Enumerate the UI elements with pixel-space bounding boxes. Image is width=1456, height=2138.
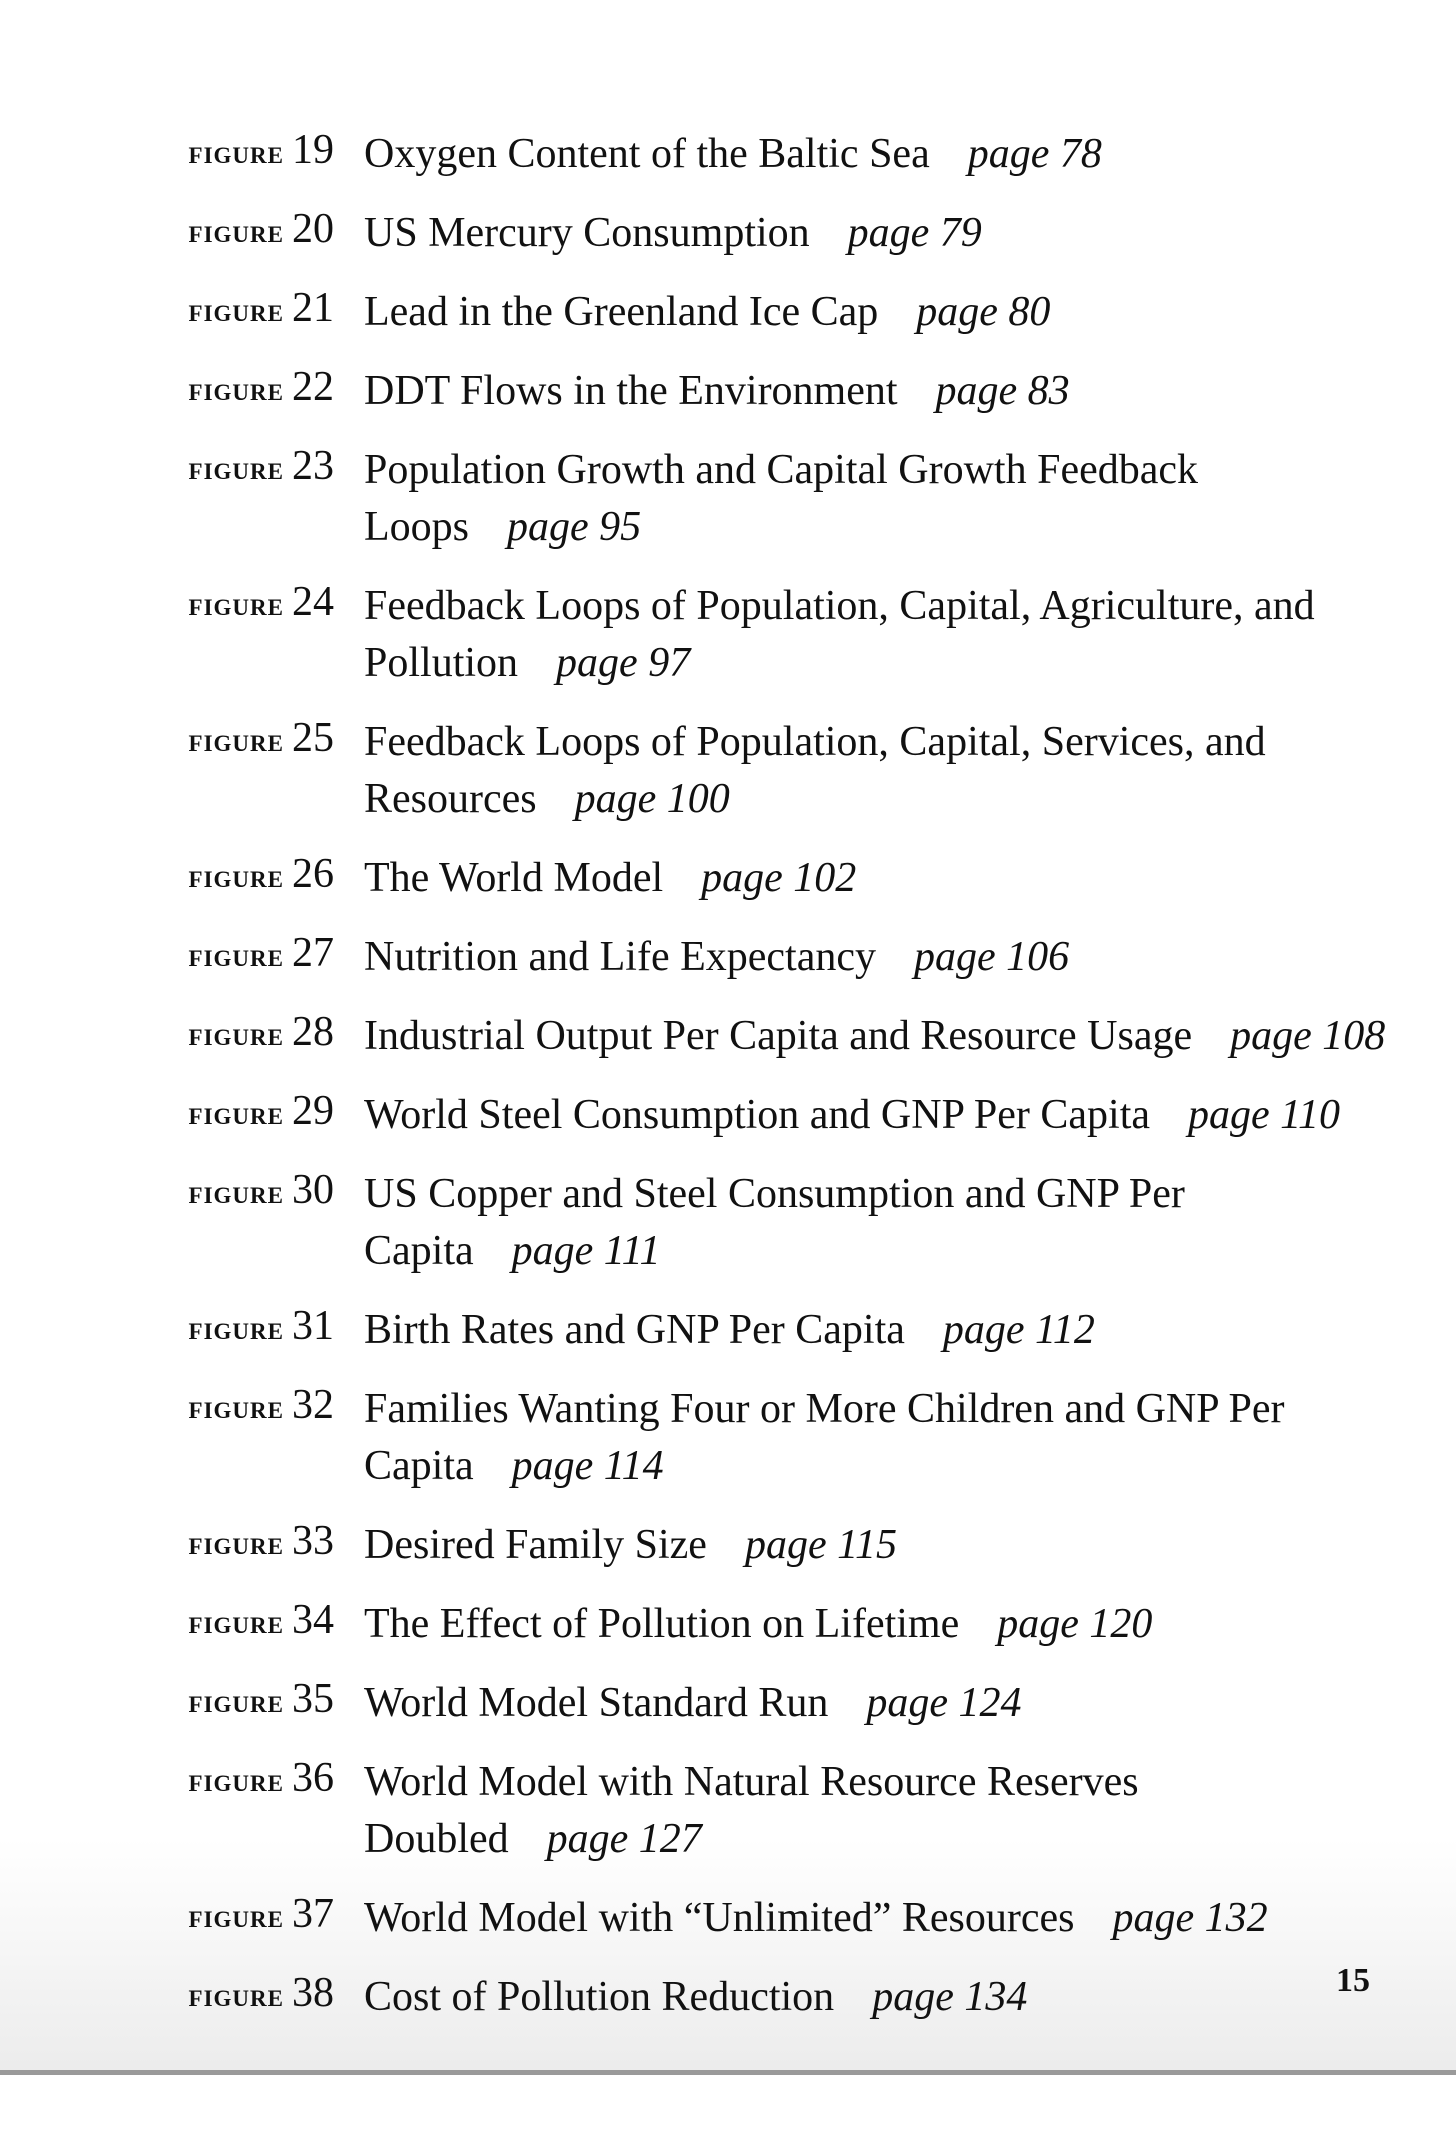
figure-label <box>0 1087 364 1135</box>
figure-word: figure <box>188 723 284 759</box>
figure-entry-33 <box>0 1517 1456 1574</box>
figure-entry-21 <box>0 284 1456 341</box>
figure-entry-34 <box>0 1596 1456 1653</box>
figure-label <box>0 1969 364 2017</box>
figure-label <box>0 1166 364 1214</box>
figure-title: The Effect of Pollution on Lifetime <box>364 1601 960 1647</box>
figure-title: Population Growth and Capital Growth Feedback Loops <box>364 447 1199 550</box>
figure-word: figure <box>188 1311 284 1347</box>
figure-page-reference: page 97 <box>556 640 691 686</box>
figure-number: 33 <box>292 1518 334 1564</box>
figure-label <box>0 1890 364 1938</box>
figure-number: 20 <box>292 206 334 252</box>
figure-word: figure <box>188 587 284 623</box>
figure-number: 24 <box>292 579 334 625</box>
figure-number: 27 <box>292 930 334 976</box>
figure-label <box>0 1754 364 1802</box>
figure-word: figure <box>188 1096 284 1132</box>
figure-description <box>364 1517 1456 1574</box>
figure-title: Feedback Loops of Population, Capital, Agriculture, and Pollution <box>364 583 1315 686</box>
figure-number: 36 <box>292 1755 334 1801</box>
figure-word: figure <box>188 1899 284 1935</box>
figure-entry-19 <box>0 126 1456 183</box>
figure-word: figure <box>188 1684 284 1720</box>
figure-label <box>0 1675 364 1723</box>
figure-entry-37 <box>0 1890 1456 1947</box>
figure-description <box>364 1754 1456 1868</box>
figure-page-reference: page 112 <box>942 1307 1095 1353</box>
figure-page-reference: page 106 <box>913 934 1070 980</box>
figure-title: DDT Flows in the Environment <box>364 368 898 414</box>
figure-page-reference: page 108 <box>1230 1013 1386 1059</box>
figure-number: 21 <box>292 285 334 331</box>
figure-page-reference: page 120 <box>997 1601 1153 1647</box>
figure-entry-36 <box>0 1754 1456 1868</box>
figure-description <box>364 1890 1456 1947</box>
figure-title: World Model with “Unlimited” Resources <box>364 1895 1075 1941</box>
figure-entry-25 <box>0 714 1456 828</box>
figure-page-reference: page 124 <box>866 1680 1022 1726</box>
figure-title: World Steel Consumption and GNP Per Capita <box>364 1092 1151 1138</box>
figure-word: figure <box>188 1175 284 1211</box>
figure-word: figure <box>188 1978 284 2014</box>
figure-page-reference: page 115 <box>744 1522 897 1568</box>
figure-title: Industrial Output Per Capita and Resource Usage <box>364 1013 1193 1059</box>
figure-page-reference: page 100 <box>574 776 730 822</box>
figure-title: US Copper and Steel Consumption and GNP Per Capita <box>364 1171 1185 1274</box>
figure-label <box>0 284 364 332</box>
figure-number: 29 <box>292 1088 334 1134</box>
figure-description <box>364 1596 1456 1653</box>
figure-title: Oxygen Content of the Baltic Sea <box>364 131 930 177</box>
figure-number: 31 <box>292 1303 334 1349</box>
bottom-margin <box>0 2075 1456 2138</box>
list-of-figures <box>0 126 1456 2048</box>
figure-word: figure <box>188 214 284 250</box>
figure-description <box>364 363 1456 420</box>
figure-number: 22 <box>292 364 334 410</box>
figure-title: Feedback Loops of Population, Capital, Services, and Resources <box>364 719 1266 822</box>
figure-page-reference: page 95 <box>507 504 642 550</box>
figure-title: Nutrition and Life Expectancy <box>364 934 876 980</box>
figure-page-reference: page 110 <box>1188 1092 1341 1138</box>
figure-entry-31 <box>0 1302 1456 1359</box>
figure-entry-32 <box>0 1381 1456 1495</box>
figure-word: figure <box>188 451 284 487</box>
figure-number: 26 <box>292 851 334 897</box>
figure-label <box>0 1008 364 1056</box>
figure-description <box>364 1969 1456 2026</box>
figure-label <box>0 363 364 411</box>
figure-description <box>364 850 1456 907</box>
figure-description <box>364 578 1456 692</box>
figure-title: World Model with Natural Resource Reserves Doubled <box>364 1759 1139 1862</box>
figure-description <box>364 929 1456 986</box>
figure-number: 32 <box>292 1382 334 1428</box>
figure-entry-28 <box>0 1008 1456 1065</box>
figure-description <box>364 714 1456 828</box>
figure-page-reference: page 78 <box>967 131 1102 177</box>
figure-entry-35 <box>0 1675 1456 1732</box>
figure-page-reference: page 134 <box>872 1974 1028 2020</box>
figure-entry-20 <box>0 205 1456 262</box>
figure-word: figure <box>188 938 284 974</box>
figure-page-reference: page 132 <box>1112 1895 1268 1941</box>
figure-number: 30 <box>292 1167 334 1213</box>
figure-number: 28 <box>292 1009 334 1055</box>
figure-label <box>0 714 364 762</box>
figure-title: Cost of Pollution Reduction <box>364 1974 835 2020</box>
figure-word: figure <box>188 1017 284 1053</box>
figure-label <box>0 850 364 898</box>
figure-page-reference: page 80 <box>916 289 1051 335</box>
figure-word: figure <box>188 1390 284 1426</box>
figure-number: 19 <box>292 127 334 173</box>
page-number: 15 <box>1336 1962 1370 1999</box>
figure-label <box>0 578 364 626</box>
figure-page-reference: page 127 <box>546 1816 702 1862</box>
figure-description <box>364 1008 1456 1065</box>
figure-word: figure <box>188 135 284 171</box>
figure-word: figure <box>188 1605 284 1641</box>
figure-entry-23 <box>0 442 1456 556</box>
figure-label <box>0 442 364 490</box>
figure-number: 23 <box>292 443 334 489</box>
figure-entry-27 <box>0 929 1456 986</box>
figure-page-reference: page 79 <box>847 210 982 256</box>
figure-number: 35 <box>292 1676 334 1722</box>
figure-title: Lead in the Greenland Ice Cap <box>364 289 879 335</box>
figure-entry-22 <box>0 363 1456 420</box>
figure-number: 37 <box>292 1891 334 1937</box>
figure-entry-30 <box>0 1166 1456 1280</box>
figure-description <box>364 1675 1456 1732</box>
figure-description <box>364 284 1456 341</box>
figure-number: 34 <box>292 1597 334 1643</box>
figure-entry-24 <box>0 578 1456 692</box>
figure-label <box>0 1381 364 1429</box>
figure-label <box>0 929 364 977</box>
figure-description <box>364 1166 1456 1280</box>
figure-entry-26 <box>0 850 1456 907</box>
figure-label <box>0 1517 364 1565</box>
figure-description <box>364 126 1456 183</box>
figure-label <box>0 1596 364 1644</box>
figure-word: figure <box>188 372 284 408</box>
figure-title: Families Wanting Four or More Children and GNP Per Capita <box>364 1386 1285 1489</box>
figure-title: US Mercury Consumption <box>364 210 810 256</box>
figure-number: 38 <box>292 1970 334 2016</box>
figure-word: figure <box>188 1763 284 1799</box>
figure-number: 25 <box>292 715 334 761</box>
figure-page-reference: page 114 <box>511 1443 664 1489</box>
figure-word: figure <box>188 859 284 895</box>
figure-title: Desired Family Size <box>364 1522 707 1568</box>
figure-label <box>0 126 364 174</box>
figure-description <box>364 205 1456 262</box>
figure-entry-29 <box>0 1087 1456 1144</box>
figure-page-reference: page 102 <box>701 855 857 901</box>
figure-page-reference: page 111 <box>511 1228 661 1274</box>
figure-description <box>364 1302 1456 1359</box>
figure-title: Birth Rates and GNP Per Capita <box>364 1307 905 1353</box>
figure-entry-38 <box>0 1969 1456 2026</box>
figure-title: World Model Standard Run <box>364 1680 829 1726</box>
figure-title: The World Model <box>364 855 664 901</box>
figure-word: figure <box>188 1526 284 1562</box>
figure-page-reference: page 83 <box>935 368 1070 414</box>
figure-description <box>364 442 1456 556</box>
figure-description <box>364 1381 1456 1495</box>
figure-word: figure <box>188 293 284 329</box>
figure-label <box>0 205 364 253</box>
figure-label <box>0 1302 364 1350</box>
figure-description <box>364 1087 1456 1144</box>
